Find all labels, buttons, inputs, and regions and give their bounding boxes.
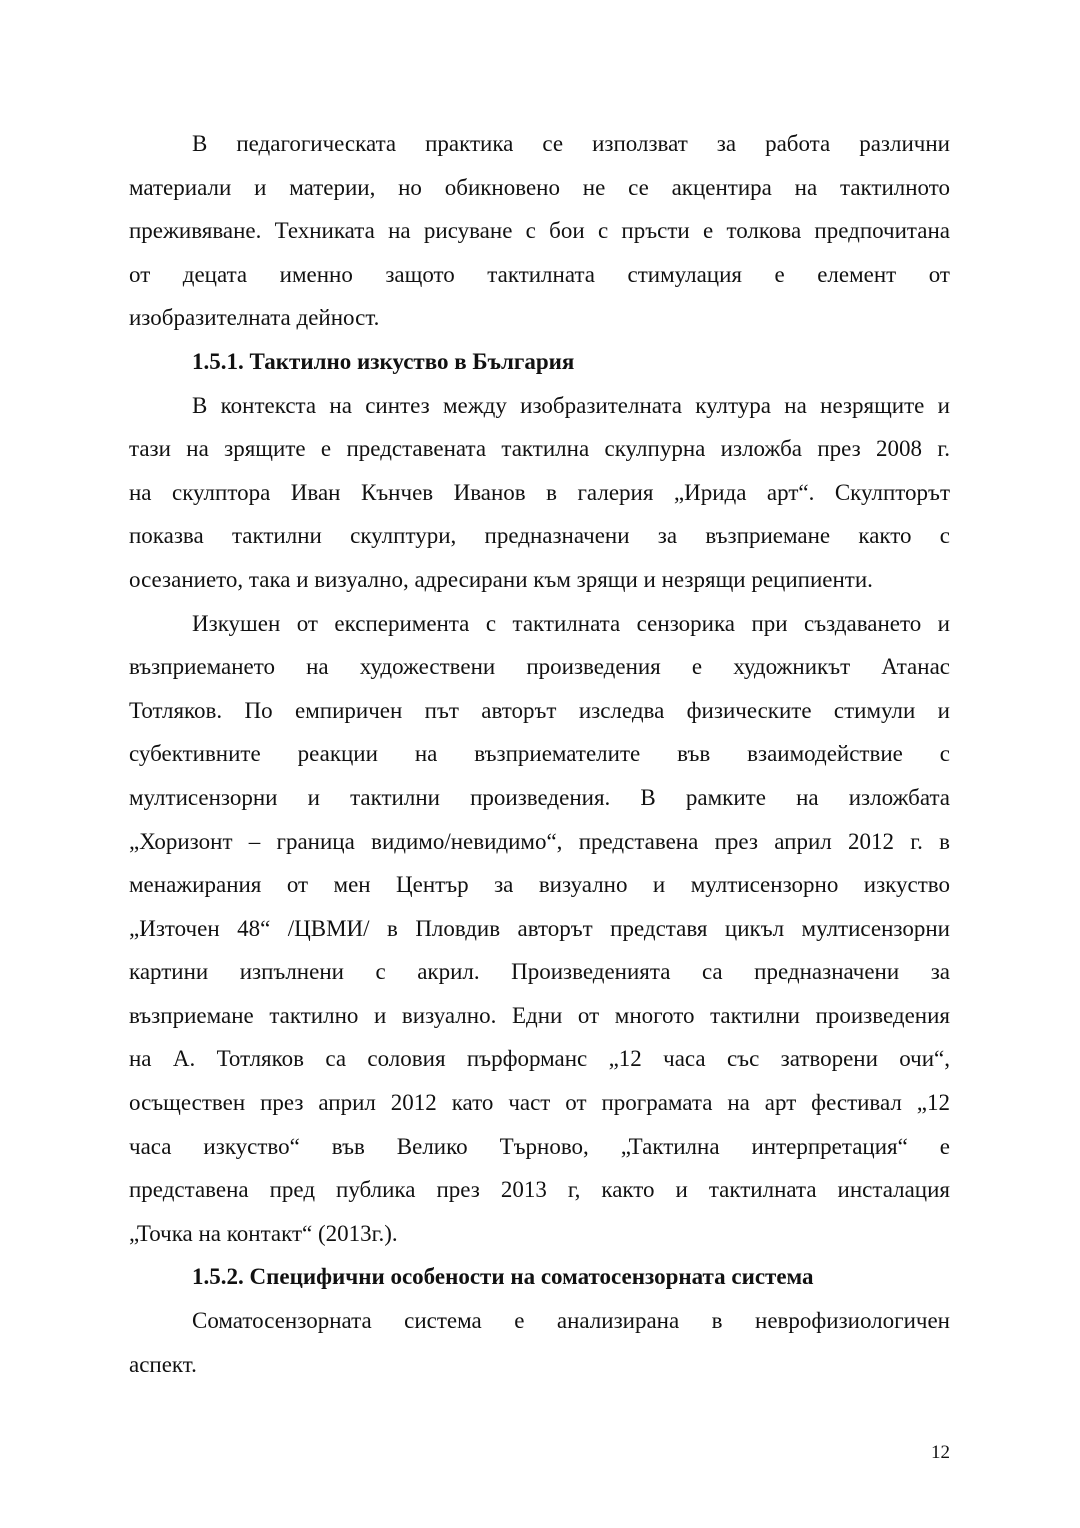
paragraph-somatosensory	[129, 1299, 950, 1386]
text-line: на А. Тотляков са соловия пърформанс „12 часа със затворени очи“,	[129, 1046, 950, 1072]
paragraph-totlyakov	[129, 602, 950, 1256]
text-line: материали и материи, но обикновено не се акцентира на тактилното	[129, 174, 950, 200]
text-line: показва тактилни скулптури, предназначени за възприемане както с	[129, 523, 950, 549]
text-line: изобразителната дейност.	[129, 305, 380, 331]
text-line: „Хоризонт – граница видимо/невидимо“, представена през април 2012 г. в	[129, 828, 950, 854]
text-line: от децата именно защото тактилната стимулация е елемент от	[129, 261, 950, 287]
text-line: „Източен 48“ /ЦВМИ/ в Пловдив авторът представя цикъл мултисензорни	[129, 915, 950, 941]
text-line: В контекста на синтез между изобразителната култура на незрящите и	[192, 392, 950, 418]
text-line: на скулптора Иван Кънчев Иванов в галерия „Ирида арт“. Скулпторът	[129, 479, 950, 505]
text-line: менажирания от мен Център за визуално и мултисензорно изкуство	[129, 872, 950, 898]
text-line: часа изкуство“ във Велико Търново, „Тактилна интерпретация“ е	[129, 1133, 950, 1159]
text-line: възприемане тактилно и визуално. Едни от многото тактилни произведения	[129, 1002, 950, 1028]
paragraph-synthesis-context	[129, 384, 950, 602]
text-line: осезанието, така и визуално, адресирани към зрящи и незрящи реципиенти.	[129, 566, 873, 592]
text-line: представена пред публика през 2013 г, както и тактилната инсталация	[129, 1177, 950, 1203]
text-line: Изкушен от експеримента с тактилната сензорика при създаването и	[192, 610, 950, 636]
text-line: аспект.	[129, 1351, 197, 1377]
text-line: възприемането на художествени произведения е художникът Атанас	[129, 654, 950, 680]
text-line: преживяване. Техниката на рисуване с бои с пръсти е толкова предпочитана	[129, 218, 950, 244]
text-line: осъществен през април 2012 като част от програмата на арт фестивал „12	[129, 1090, 950, 1116]
text-line: Тотляков. По емпиричен път авторът изследва физическите стимули и	[129, 697, 950, 723]
text-line: Соматосензорната система е анализирана в неврофизиологичен	[192, 1308, 950, 1334]
page-number: 12	[931, 1442, 950, 1463]
paragraph-pedagogical-practice	[129, 122, 950, 340]
text-line: В педагогическата практика се използват за работа различни	[192, 131, 950, 156]
text-line: мултисензорни и тактилни произведения. В рамките на изложбата	[129, 784, 950, 810]
text-line: „Точка на контакт“ (2013г.).	[129, 1220, 398, 1246]
text-line: картини изпълнени с акрил. Произведенията са предназначени за	[129, 959, 950, 985]
section-heading-somatosensory-system: 1.5.2. Специфични особености на соматосензорната система	[192, 1264, 814, 1290]
text-line: тази на зрящите е представената тактилна скулпурна изложба през 2008 г.	[129, 436, 950, 462]
section-heading-tactile-art-bulgaria: 1.5.1. Тактилно изкуство в България	[192, 348, 575, 374]
document-page	[129, 122, 950, 1386]
text-line: субективните реакции на възприемателите във взаимодействие с	[129, 741, 950, 767]
